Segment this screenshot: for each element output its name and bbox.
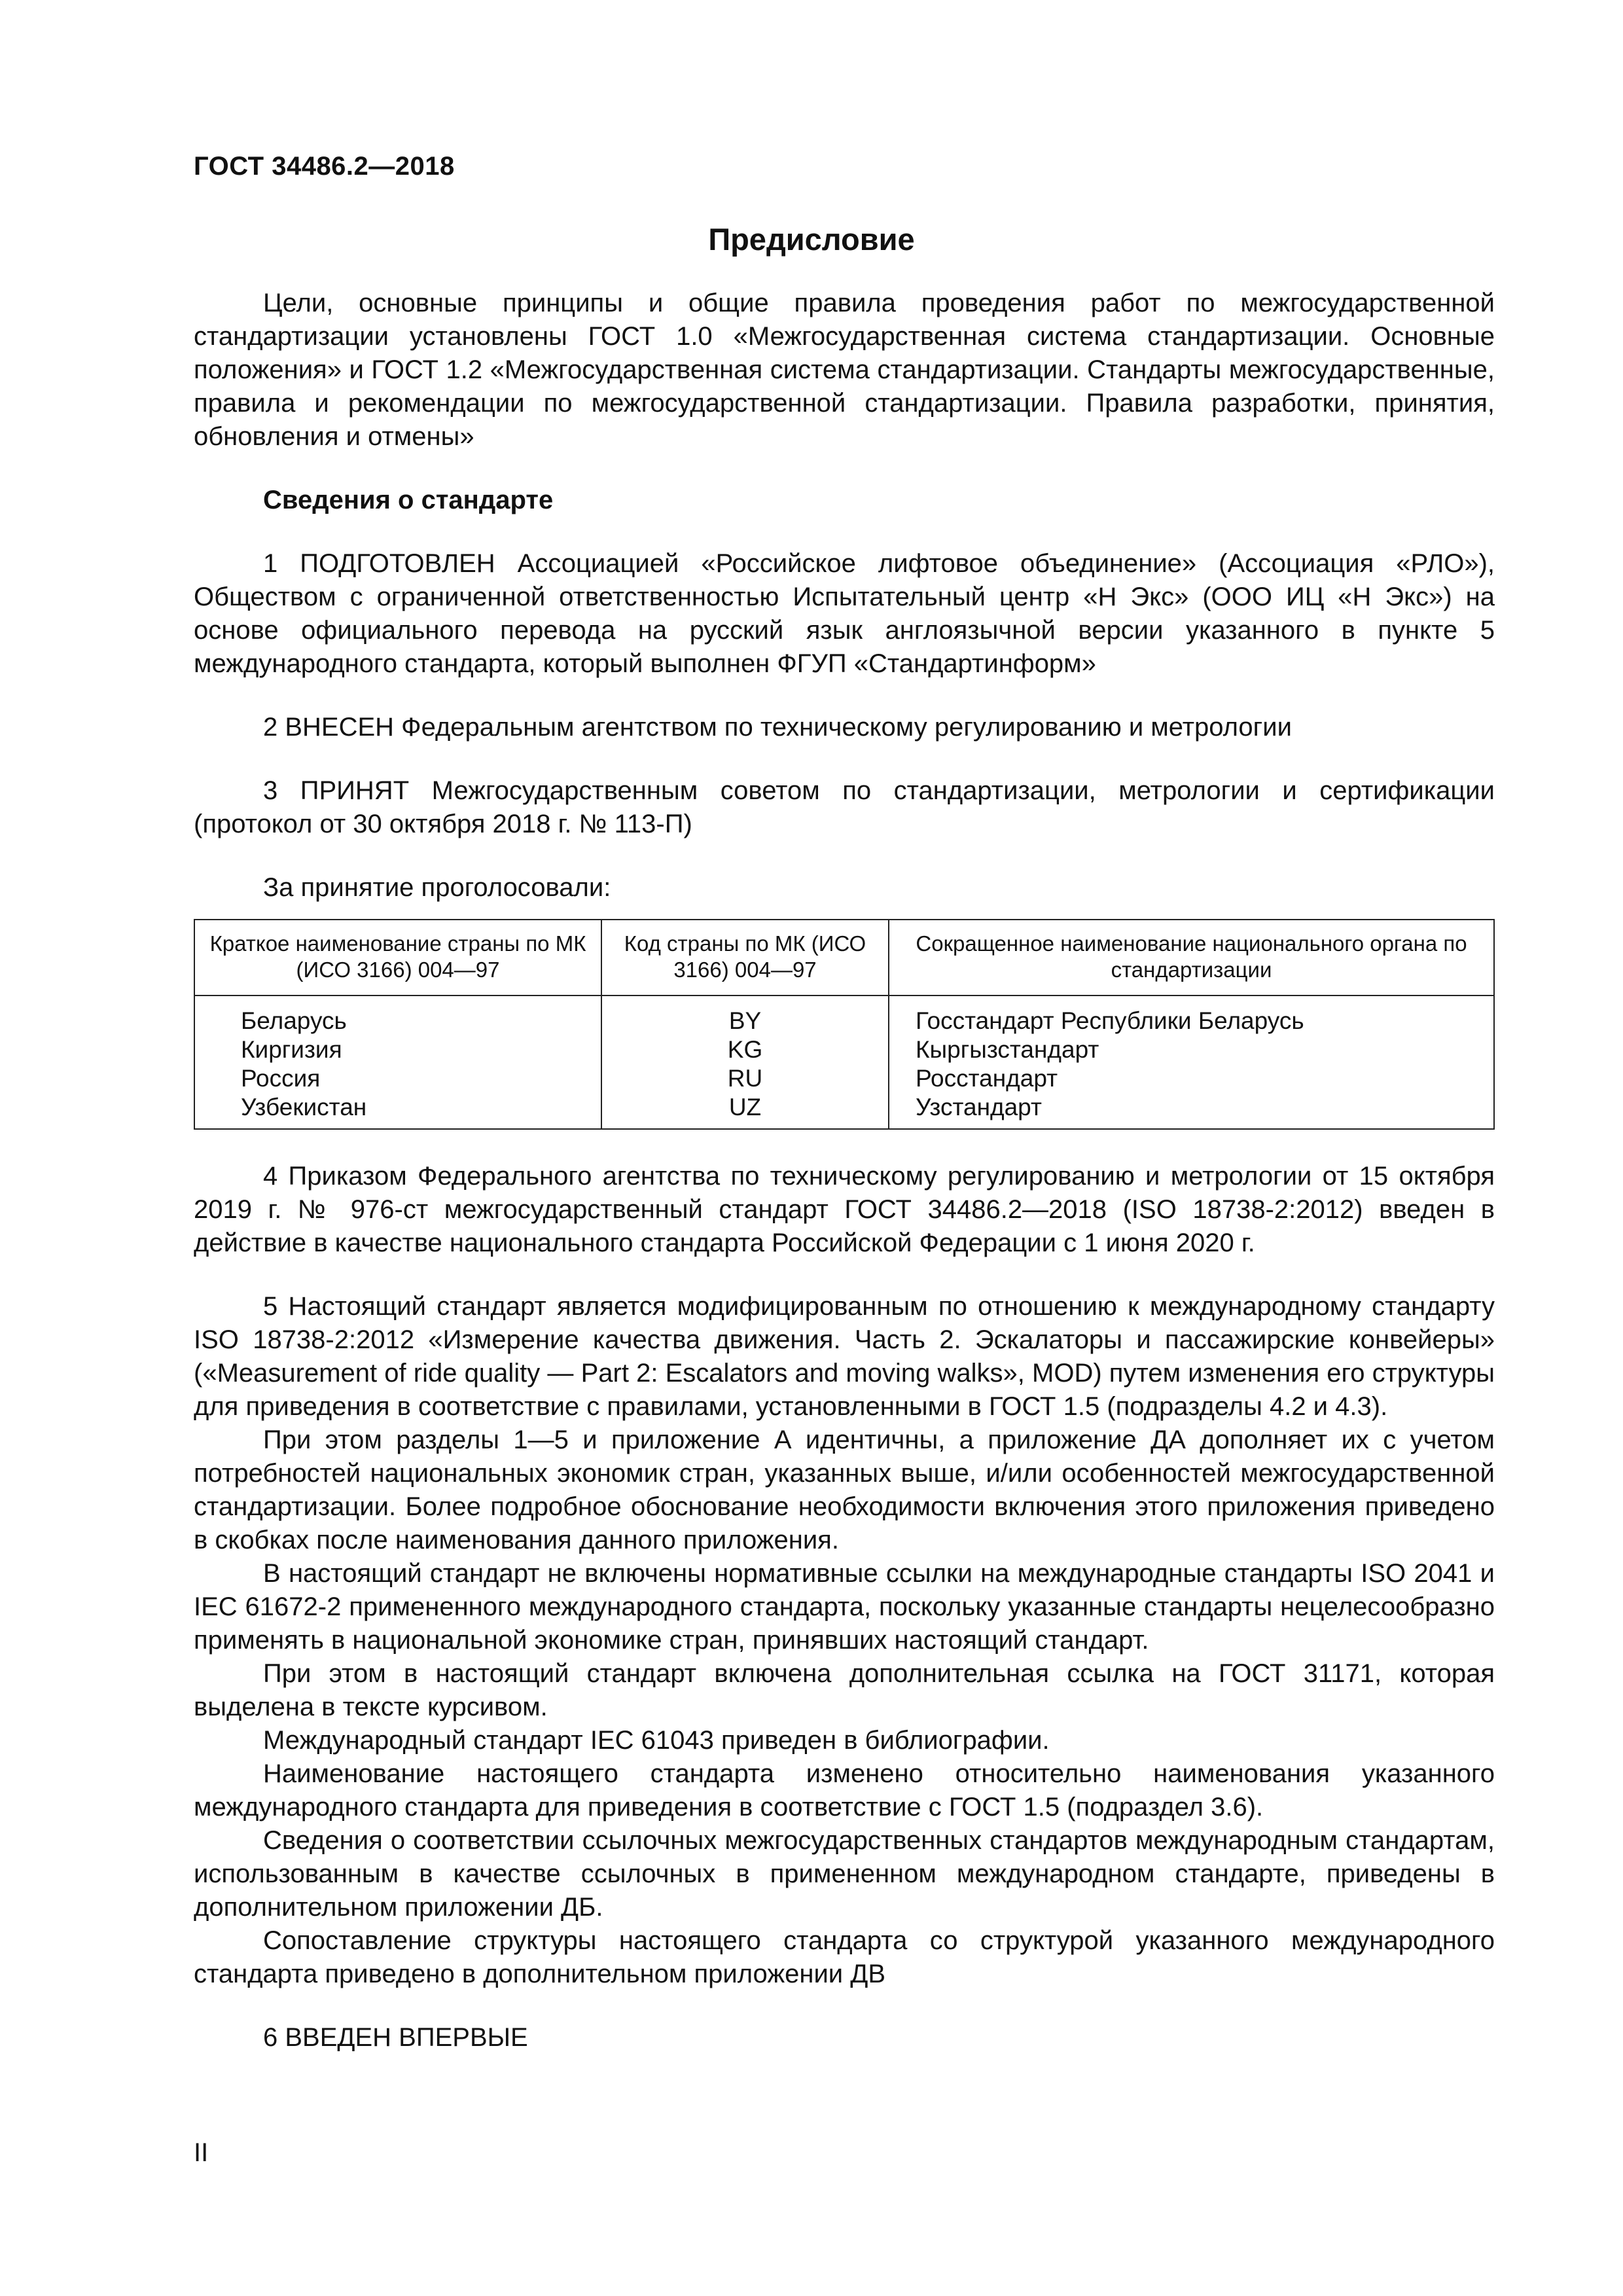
item-5-paragraph: При этом в настоящий стандарт включена дополнительная ссылка на ГОСТ 31171, которая выделена в тексте курсивом. xyxy=(194,1659,1495,1721)
item-5-paragraph: Наименование настоящего стандарта изменено относительно наименования указанного международного стандарта для приведения в соответствие с ГОСТ 1.5 (подраздел 3.6). xyxy=(194,1759,1495,1821)
item-1-paragraph: 1 ПОДГОТОВЛЕН Ассоциацией «Российское лифтовое объединение» (Ассоциация «РЛО»), Обществом с ограниченной ответственностью Испытательный центр «Н Экс» (ООО ИЦ «Н Экс») на основе официального перевода на русский язык англоязычной версии указанного в пункте 5 международного стандарта, который выполнен ФГУП «Стандартинформ» xyxy=(194,549,1495,678)
item-3-paragraph: 3 ПРИНЯТ Межгосударственным советом по стандартизации, метрологии и сертификации (протокол от 30 октября 2018 г. № 113-П) xyxy=(194,776,1495,838)
page-number: II xyxy=(194,2138,209,2167)
item-5-paragraph: 5 Настоящий стандарт является модифицированным по отношению к международному стандарту ISO 18738-2:2012 «Измерение качества движения. Часть 2. Эскалаторы и пассажирские конвейеры» («Measurement of ride quality — Part 2: Escalators and moving walks», MOD) путем изменения его структуры для приведения в соответствие с правилами, установленными в ГОСТ 1.5 (подразделы 4.2 и 4.3). xyxy=(194,1292,1495,1421)
page-title: Предисловие xyxy=(708,222,915,257)
intro-paragraph: Цели, основные принципы и общие правила проведения работ по межгосударственной стандартизации установлены ГОСТ 1.0 «Межгосударственная система стандартизации. Основные положения» и ГОСТ 1.2 «Межгосударственная система стандартизации. Стандарты межгосударственные, правила и рекомендации по межгосударственной стандартизации. Правила разработки, принятия, обновления и отмены» xyxy=(194,289,1495,451)
table-cell: Госстандарт Республики Беларусь xyxy=(916,1007,1304,1034)
table-cell: BY xyxy=(728,1007,762,1034)
table-cell: UZ xyxy=(728,1094,762,1121)
section-heading: Сведения о стандарте xyxy=(263,486,554,514)
table-header-row xyxy=(194,920,1494,996)
voting-countries-table xyxy=(194,919,1495,1130)
vote-intro: За принятие проголосовали: xyxy=(263,873,611,902)
column-header-national-body: Сокращенное наименование национального органа по стандартизации xyxy=(889,920,1494,996)
table-cell: Киргизия xyxy=(241,1036,342,1063)
column-header-country: Краткое наименование страны по МК (ИСО 3166) 004—97 xyxy=(194,920,601,996)
item-5-paragraph: Сопоставление структуры настоящего стандарта со структурой указанного международного стандарта приведено в дополнительном приложении ДВ xyxy=(194,1926,1495,1988)
table-cell: KG xyxy=(727,1036,763,1063)
item-4-paragraph: 4 Приказом Федерального агентства по техническому регулированию и метрологии от 15 октября 2019 г. № 976-ст межгосударственный стандарт ГОСТ 34486.2—2018 (ISO 18738-2:2012) введен в действие в качестве национального стандарта Российской Федерации с 1 июня 2020 г. xyxy=(194,1162,1495,1257)
item-6-paragraph: 6 ВВЕДЕН ВПЕРВЫЕ xyxy=(263,2023,528,2052)
table-cell: Беларусь xyxy=(241,1007,347,1034)
item-2-paragraph: 2 ВНЕСЕН Федеральным агентством по техническому регулированию и метрологии xyxy=(263,713,1292,742)
table-cell: Кыргызстандарт xyxy=(916,1036,1099,1063)
table-cell: Росстандарт xyxy=(916,1065,1058,1092)
column-header-code: Код страны по МК (ИСО 3166) 004—97 xyxy=(601,920,889,996)
country-codes-cell xyxy=(601,996,889,1129)
standard-designation: ГОСТ 34486.2—2018 xyxy=(194,152,455,181)
item-5-paragraph: Международный стандарт IEC 61043 приведен в библиографии. xyxy=(263,1726,1050,1755)
item-5-paragraph: При этом разделы 1—5 и приложение А идентичны, а приложение ДА дополняет их с учетом потребностей национальных экономик стран, указанных выше, и/или особенностей межгосударственной стандартизации. Более подробное обоснование необходимости включения этого приложения приведено в скобках после наименования данного приложения. xyxy=(194,1426,1495,1554)
national-bodies-cell xyxy=(889,996,1494,1129)
item-5-paragraph: Сведения о соответствии ссылочных межгосударственных стандартов международным стандартам, использованным в качестве ссылочных в примененном международном стандарте, приведены в дополнительном приложении ДБ. xyxy=(194,1826,1495,1922)
table-body-row xyxy=(194,996,1494,1129)
table-cell: Россия xyxy=(241,1065,321,1092)
country-names-cell xyxy=(194,996,601,1129)
table-cell: Узбекистан xyxy=(241,1094,367,1121)
item-5-paragraph: В настоящий стандарт не включены нормативные ссылки на международные стандарты ISO 2041 и IEC 61672-2 примененного международного стандарта, поскольку указанные стандарты нецелесообразно применять в национальной экономике стран, принявших настоящий стандарт. xyxy=(194,1559,1495,1655)
table-cell: RU xyxy=(727,1065,763,1092)
document-body xyxy=(194,287,1495,2054)
table-cell: Узстандарт xyxy=(916,1094,1042,1121)
